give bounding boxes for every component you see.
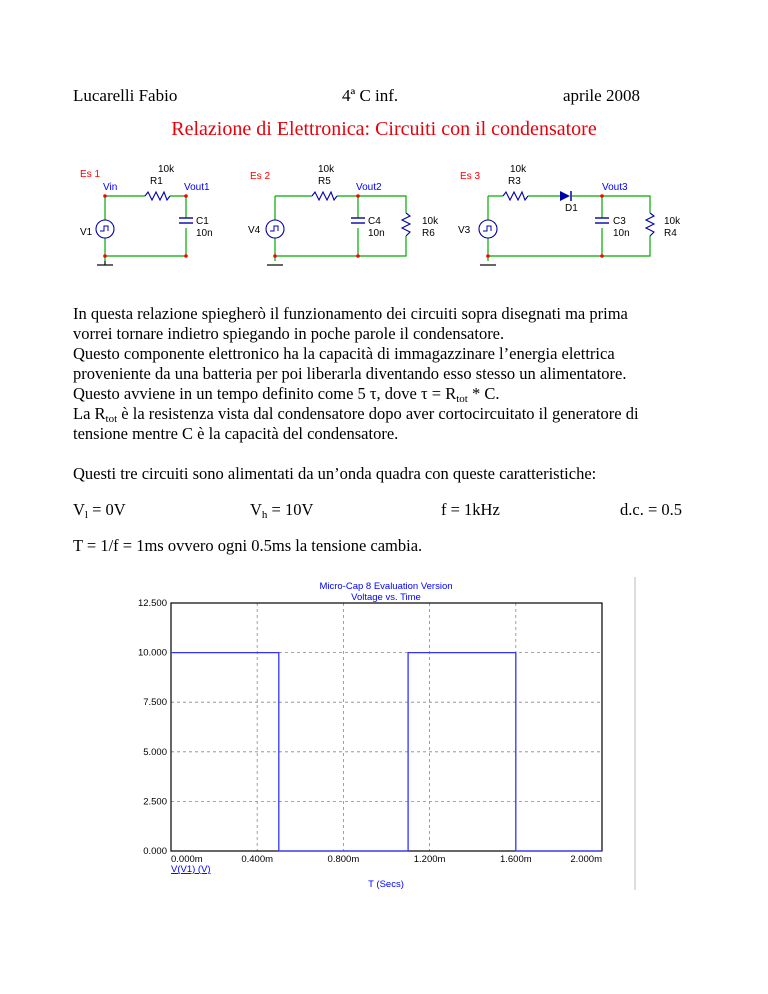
- resistor-symbol: [145, 192, 170, 200]
- param-vl: $V_l = 0V$: [73, 500, 126, 521]
- circuit-1-source: V1: [80, 227, 93, 238]
- y-tick-label: 0.000: [143, 846, 167, 857]
- x-tick-label: 1.600m: [499, 854, 532, 865]
- circuit-1-resistor-name: R1: [150, 176, 163, 187]
- circuit-2: [248, 164, 439, 265]
- paragraph-line: In questa relazione spiegherò il funzionamento dei circuiti sopra disegnati ma prima: [73, 304, 628, 323]
- chart-subtitle: Voltage vs. Time: [351, 592, 421, 603]
- paragraph-line-rtot: La $R_{tot}$ è la resistenza vista dal condensatore dopo aver cortocircuitato il generatore di: [73, 404, 639, 425]
- circuit-3-load-name: R4: [664, 228, 677, 239]
- circuit-1-resistor-value: 10k: [158, 164, 175, 175]
- paragraph-line: Questi tre circuiti sono alimentati da un’onda quadra con queste caratteristiche:: [73, 464, 597, 483]
- circuit-3-cap-name: C3: [613, 216, 626, 227]
- circuit-2-label: Es 2: [250, 171, 271, 182]
- circuit-3: [458, 164, 680, 265]
- y-tick-label: 7.500: [143, 697, 167, 709]
- series-label: V(V1) (V): [171, 864, 211, 875]
- chart-title: Micro-Cap 8 Evaluation Version: [319, 581, 453, 592]
- circuit-1-label: Es 1: [80, 169, 101, 180]
- circuit-1-cap-value: 10n: [196, 228, 213, 239]
- paragraph-line: Questo componente elettronico ha la capacità di immagazzinare l’energia elettrica: [73, 344, 615, 363]
- header-class: 4ª C inf.: [342, 86, 399, 105]
- circuit-2-cap-name: C4: [368, 216, 381, 227]
- circuit-1-cap-name: C1: [196, 216, 209, 227]
- x-tick-label: 0.000m: [171, 854, 203, 865]
- circuit-2-load-value: 10k: [422, 216, 439, 227]
- circuit-schematics: [60, 158, 680, 276]
- y-tick-label: 2.500: [143, 796, 167, 808]
- x-tick-label: 0.400m: [241, 854, 274, 865]
- source-symbol: [96, 220, 114, 238]
- voltage-time-chart: [100, 577, 636, 890]
- circuit-1-node-in: Vin: [103, 182, 118, 193]
- x-tick-label: 2.000m: [570, 854, 602, 865]
- circuit-2-source: V4: [248, 225, 261, 236]
- paragraph-line: proveniente da una batteria per poi liberarla diventando esso stesso un alimentatore.: [73, 364, 627, 383]
- param-vh: $V_h = 10V$: [250, 500, 314, 521]
- circuit-3-diode-name: D1: [565, 203, 578, 214]
- circuit-3-resistor-name: R3: [508, 176, 521, 187]
- circuit-1-node-out: Vout1: [184, 182, 210, 193]
- y-tick-label: 5.000: [143, 746, 167, 758]
- circuit-3-label: Es 3: [460, 171, 481, 182]
- circuit-1: [80, 164, 213, 265]
- circuit-3-source: V3: [458, 225, 471, 236]
- circuit-2-cap-value: 10n: [368, 228, 385, 239]
- circuit-2-load-name: R6: [422, 228, 435, 239]
- x-tick-label: 0.800m: [327, 854, 360, 865]
- circuit-2-resistor-name: R5: [318, 176, 331, 187]
- header-author: Lucarelli Fabio: [73, 86, 178, 105]
- paragraph-line: T = 1/f = 1ms ovvero ogni 0.5ms la tensione cambia.: [73, 536, 423, 555]
- circuit-3-resistor-value: 10k: [510, 164, 527, 175]
- param-freq: f = 1kHz: [441, 500, 500, 519]
- circuit-3-node-out: Vout3: [602, 182, 628, 193]
- x-tick-label: 1.200m: [413, 854, 446, 865]
- y-tick-label: 10.000: [137, 647, 167, 659]
- circuit-2-node-out: Vout2: [356, 182, 382, 193]
- circuit-2-resistor-value: 10k: [318, 164, 335, 175]
- x-axis-label: T (Secs): [368, 879, 404, 890]
- y-tick-label: 12.500: [137, 598, 167, 609]
- paragraph-line: vorrei tornare indietro spiegando in poche parole il condensatore.: [73, 324, 505, 343]
- circuit-3-load-value: 10k: [664, 216, 680, 227]
- circuit-3-cap-value: 10n: [613, 228, 630, 239]
- page-title: Relazione di Elettronica: Circuiti con il condensatore: [171, 118, 597, 140]
- paragraph-line: tensione mentre C è la capacità del condensatore.: [73, 424, 399, 443]
- header-date: aprile 2008: [563, 86, 640, 105]
- param-duty-cycle: d.c. = 0.5: [620, 500, 683, 519]
- paragraph-line-tau: Questo avviene in un tempo definito come 5 τ, dove $\tau = R_{tot} * C$.: [73, 384, 500, 405]
- diode-symbol: [560, 191, 570, 201]
